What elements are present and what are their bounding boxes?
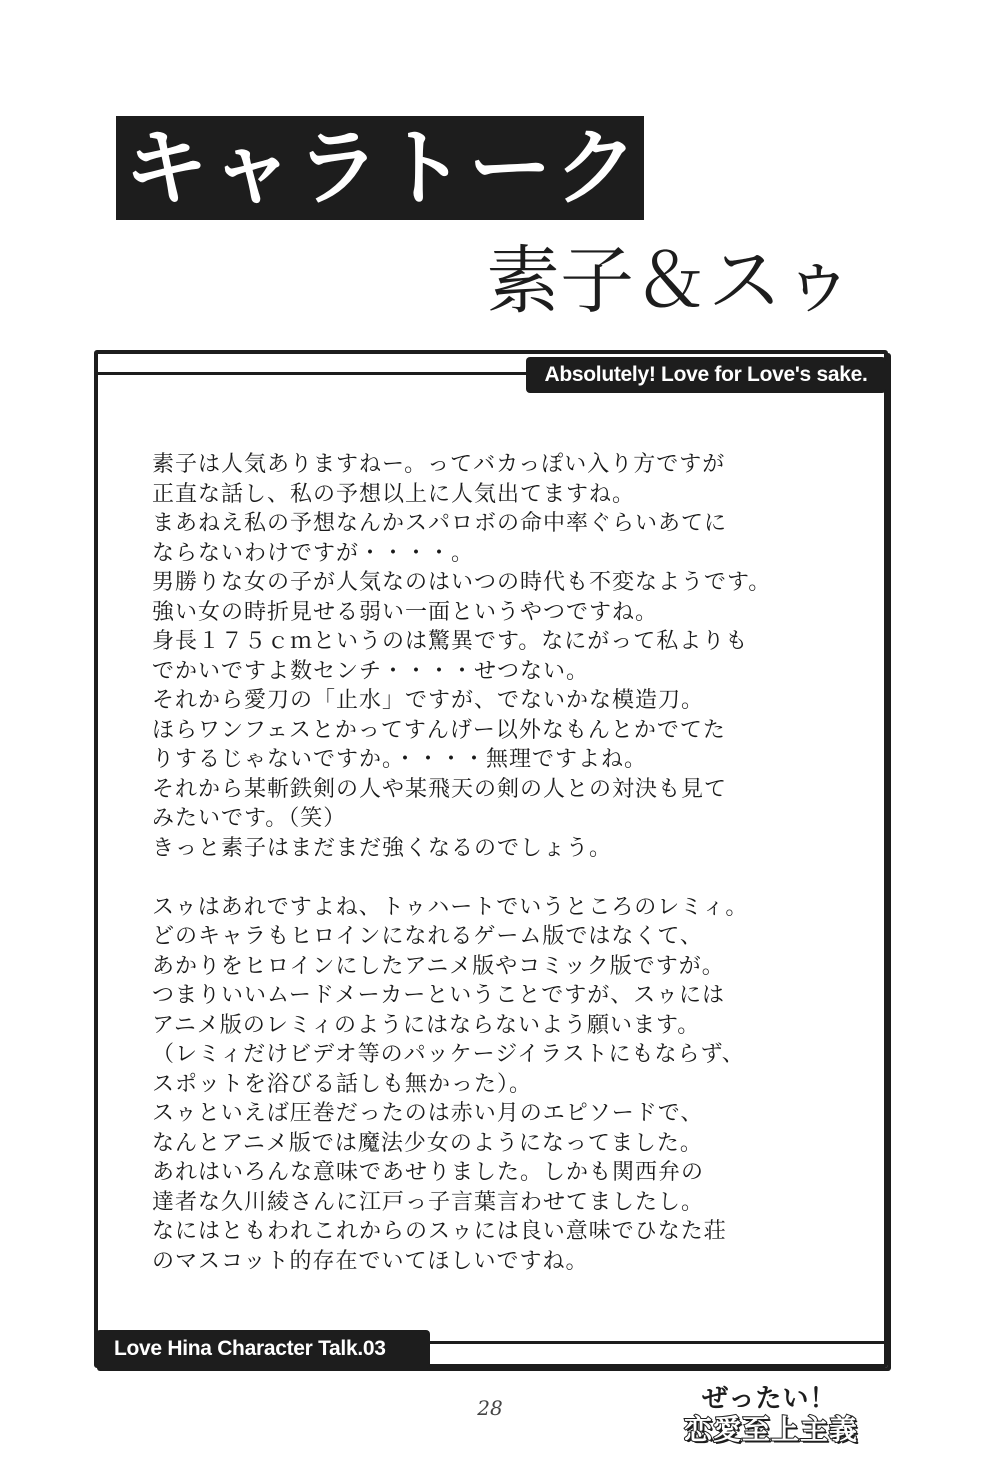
text-line: 達者な久川綾さんに江戸っ子言葉言わせてましたし。 xyxy=(152,1189,705,1215)
body-text xyxy=(152,450,852,1276)
text-line: でかいですよ数センチ・・・・せつない。 xyxy=(152,658,590,684)
text-line: それから愛刀の「止水」ですが、でないかな模造刀。 xyxy=(152,688,705,713)
text-line: 正直な話し、私の予想以上に人気出てますね。 xyxy=(152,481,636,507)
text-line: 素子は人気ありますねー。ってバカっぽい入り方ですが xyxy=(152,452,726,477)
logo-line-2: 恋愛至上主義 xyxy=(684,1413,859,1446)
logo-line-1: ぜったい！ xyxy=(702,1384,837,1414)
text-line: なんとアニメ版では魔法少女のようになってました。 xyxy=(152,1130,703,1156)
section-title-banner: キャラトーク xyxy=(116,116,644,220)
text-line: スポットを浴びる話しも無かった）。 xyxy=(152,1071,533,1097)
frame-bottom-tag: Love Hina Character Talk.03 xyxy=(96,1330,430,1368)
text-line: つまりいいムードメーカーということですが、スゥには xyxy=(152,983,726,1008)
text-line: 男勝りな女の子が人気なのはいつの時代も不変なようです。 xyxy=(152,570,772,595)
text-line: あれはいろんな意味であせりました。しかも関西弁の xyxy=(152,1160,705,1185)
frame-top-tag: Absolutely! Love for Love's sake. xyxy=(526,357,886,393)
text-line: アニメ版のレミィのようにはならないよう願います。 xyxy=(152,1012,701,1038)
paragraph-motoko xyxy=(152,450,852,863)
text-line: ならないわけですが・・・・。 xyxy=(152,540,475,566)
text-line: みたいです。（笑） xyxy=(152,806,347,831)
text-line: のマスコット的存在でいてほしいですね。 xyxy=(152,1248,589,1274)
text-line: それから某斬鉄剣の人や某飛天の剣の人との対決も見て xyxy=(152,776,728,802)
text-line: スゥはあれですよね、トゥハートでいうところのレミィ。 xyxy=(152,894,749,920)
text-line: どのキャラもヒロインになれるゲーム版ではなくて、 xyxy=(152,924,703,949)
text-line: あかりをヒロインにしたアニメ版やコミック版ですが。 xyxy=(152,953,725,979)
paragraph-gap xyxy=(152,863,852,893)
text-line: スゥといえば圧巻だったのは赤い月のエピソードで、 xyxy=(152,1101,704,1126)
text-line: なにはともわれこれからのスゥには良い意味でひなた荘 xyxy=(152,1219,727,1244)
text-line: （レミィだけビデオ等のパッケージイラストにもならず、 xyxy=(152,1042,745,1067)
paragraph-su xyxy=(152,893,852,1277)
page-number: 28 xyxy=(477,1396,503,1420)
text-line: ほらワンフェスとかってすんげー以外なもんとかでてた xyxy=(152,717,726,743)
text-line: まあねえ私の予想なんかスパロボの命中率ぐらいあてに xyxy=(152,511,728,536)
text-line: 身長１７５ｃｍというのは驚異です。なにがって私よりも xyxy=(152,629,749,654)
text-line: りするじゃないですか。・・・・無理ですよね。 xyxy=(152,747,648,772)
series-logo xyxy=(684,1378,890,1444)
text-line: 強い女の時折見せる弱い一面というやつですね。 xyxy=(152,599,659,625)
text-line: きっと素子はまだまだ強くなるのでしょう。 xyxy=(152,835,613,861)
section-subtitle: 素子＆スゥ xyxy=(486,238,856,324)
